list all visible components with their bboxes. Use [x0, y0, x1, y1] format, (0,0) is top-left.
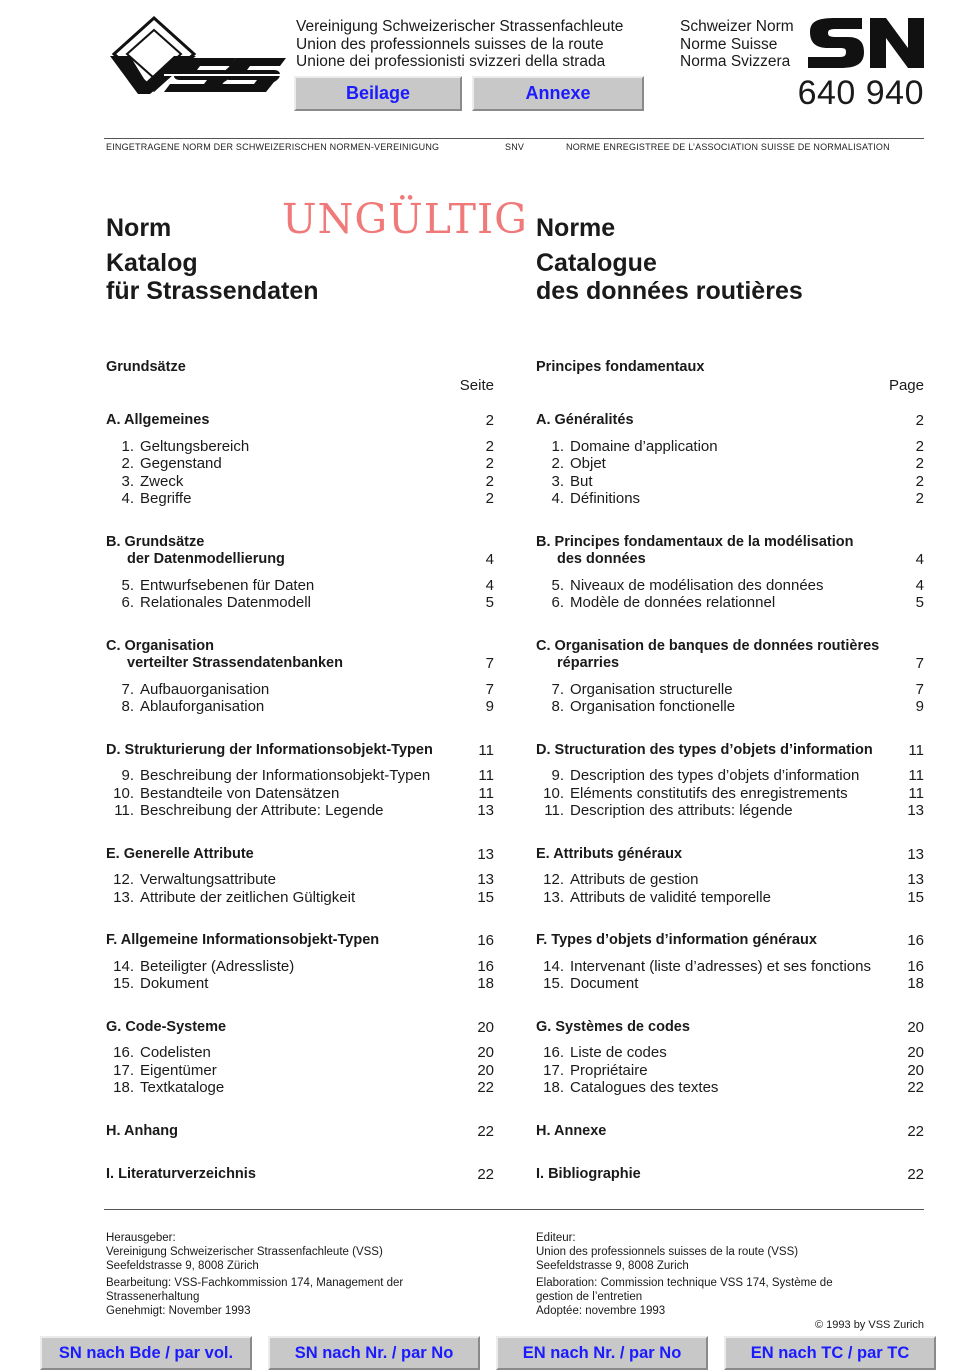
toc-entry-label: Description des types d’objets d’information — [570, 767, 860, 784]
publisher-label: Herausgeber: — [106, 1232, 176, 1244]
toc-page-number: 11 — [478, 741, 494, 759]
toc-entry-label: Ablauforganisation — [140, 698, 265, 715]
toc-entry-label: Intervenant (liste d’adresses) et ses fonctions — [570, 957, 871, 975]
toc-entry-label: Beschreibung der Attribute: Legende — [140, 802, 384, 819]
toc-entry-label: Attributs de gestion — [570, 871, 699, 888]
toc-page-number: 2 — [485, 412, 494, 429]
toc-entry-label: Propriétaire — [570, 1061, 648, 1079]
toc-page-number: 2 — [915, 412, 924, 429]
toc-section-title — [536, 1123, 924, 1141]
toc-page-number: 2 — [485, 490, 494, 507]
toc-entry — [536, 594, 924, 612]
toc-entry-label: Eléments constitutifs des enregistrements — [570, 784, 848, 802]
toc-entry — [106, 455, 494, 473]
toc-entry-number: 10. — [113, 784, 134, 802]
toc-entry-number: 9. — [551, 767, 564, 784]
toc-entry-label: Entwurfsebenen für Daten — [140, 576, 315, 594]
toc-entry-number: 3. — [551, 472, 564, 490]
toc-section — [106, 1166, 494, 1184]
toc-page-number: 11 — [478, 767, 494, 784]
toc-page-number: 20 — [907, 1044, 924, 1061]
toc-entry — [106, 594, 494, 612]
toc-entry-number: 8. — [121, 698, 134, 715]
toc-page-number: 20 — [477, 1018, 494, 1036]
toc-page-number: 13 — [907, 845, 924, 863]
toc-entry-label: Begriffe — [140, 490, 192, 507]
toc-entry-number: 16. — [543, 1044, 564, 1061]
toc-section — [106, 742, 494, 820]
toc-entry-label: Beschreibung der Informationsobjekt-Typen — [140, 767, 431, 784]
toc-entry-label: Verwaltungsattribute — [140, 871, 276, 888]
title-de — [106, 214, 319, 305]
association-name-it: Unione dei professionisti svizzeri della strada — [296, 53, 606, 70]
toc-entry-label: Textkataloge — [140, 1079, 225, 1096]
publisher-name: Union des professionnels suisses de la route (VSS) — [536, 1245, 799, 1258]
toc-entry-number: 17. — [543, 1061, 564, 1079]
title-de-norm: Norm — [106, 214, 172, 242]
toc-entry — [536, 958, 924, 976]
toc-entry — [106, 871, 494, 889]
toc-section-title — [536, 932, 924, 950]
registered-norm-de: EINGETRAGENE NORM DER SCHWEIZERISCHEN NORMEN-VEREINIGUNG — [106, 142, 440, 152]
norm-number: 640 940 — [797, 74, 924, 112]
toc-page-number: 11 — [908, 741, 924, 759]
toc-page-number: 4 — [915, 576, 924, 594]
toc-section — [106, 932, 494, 993]
toc-section-title — [106, 932, 494, 950]
toc-entry-label: Organisation structurelle — [570, 680, 733, 698]
toc-section-title — [106, 742, 494, 760]
toc-entry-label: Attributs de validité temporelle — [570, 888, 771, 906]
toc-entry — [106, 490, 494, 508]
toc-section-title-line: A. Allgemeines — [106, 412, 210, 428]
toc-page-number: 2 — [915, 472, 924, 490]
toc-section-title — [536, 742, 924, 760]
toc-page-number: 7 — [485, 680, 494, 698]
toc-page-number: 4 — [915, 551, 924, 568]
toc-entry — [536, 767, 924, 785]
toc-entry-number: 1. — [121, 437, 134, 455]
title-fr-line2: Catalogue — [536, 249, 657, 277]
toc-section-title-line: C. Organisation — [106, 637, 214, 654]
toc-entry-label: Zweck — [140, 472, 184, 490]
toc-section-title — [106, 412, 494, 430]
toc-section — [536, 742, 924, 820]
toc-section-title — [536, 1019, 924, 1037]
toc-page-number: 2 — [915, 437, 924, 455]
toc-section — [536, 932, 924, 993]
toc-section-title-line: réparries — [557, 655, 620, 671]
toc-entry-label: Eigentümer — [140, 1061, 217, 1079]
toc-page-number: 11 — [908, 767, 924, 784]
toc-section-title — [106, 638, 494, 673]
toc-entry-number: 3. — [121, 472, 134, 490]
toc-section-title-line: B. Principes fondamentaux de la modélisation — [536, 533, 854, 550]
toc-entry — [106, 1079, 494, 1097]
toc-page-number: 4 — [485, 551, 494, 568]
toc-section-title-line: E. Generelle Attribute — [106, 845, 254, 862]
toc-entry — [106, 1062, 494, 1080]
toc-section — [106, 534, 494, 612]
toc-page-number: 7 — [915, 655, 924, 672]
toc-entry-number: 10. — [543, 784, 564, 802]
toc-entry-label: Bestandteile von Datensätzen — [140, 784, 340, 802]
toc-section-title-line: D. Structuration des types d’objets d’information — [536, 741, 873, 758]
invalid-stamp: UNGÜLTIG — [282, 195, 528, 243]
toc-section — [106, 846, 494, 907]
toc-page-number: 22 — [477, 1079, 494, 1096]
toc-page-number: 2 — [485, 472, 494, 490]
toc-page-number: 13 — [477, 845, 494, 863]
toc-entry-label: Dokument — [140, 975, 209, 992]
norm-names — [680, 18, 794, 71]
toc-section — [536, 1019, 924, 1097]
nav-sn-by-volume[interactable]: SN nach Bde / par vol. — [40, 1336, 252, 1370]
title-de-line3: für Strassendaten — [106, 277, 319, 305]
registered-norm-fr: NORME ENREGISTREE DE L’ASSOCIATION SUISSE DE NORMALISATION — [566, 142, 890, 152]
toc-entry-number: 8. — [551, 698, 564, 715]
toc-section-title-line: C. Organisation de banques de données routières — [536, 637, 880, 654]
toc-entry-label: Codelisten — [140, 1044, 211, 1061]
toc-entry-number: 14. — [543, 957, 564, 975]
toc-entry-label: Objet — [570, 455, 606, 472]
toc-entry-number: 11. — [114, 802, 134, 819]
toc-page-number: 2 — [915, 490, 924, 507]
toc-entry — [536, 438, 924, 456]
toc-page-number: 9 — [915, 698, 924, 715]
toc-entry — [106, 681, 494, 699]
editing-note: Bearbeitung: VSS-Fachkommission 174, Management der Strassenerhaltung — [106, 1277, 404, 1304]
imprint-de — [106, 1232, 426, 1319]
toc-section-title — [536, 846, 924, 864]
toc-section-title-line: E. Attributs généraux — [536, 845, 683, 862]
toc-entry-number: 5. — [551, 576, 564, 594]
toc-page-number: 13 — [907, 871, 924, 888]
toc-entry — [106, 889, 494, 907]
toc-section-title — [106, 1123, 494, 1141]
toc-section — [106, 1123, 494, 1141]
toc-entry-number: 6. — [121, 594, 134, 611]
toc-page-number: 22 — [907, 1079, 924, 1096]
toc-section-title — [106, 846, 494, 864]
toc-section-title-line: verteilter Strassendatenbanken — [127, 655, 343, 671]
toc-entry-label: Beteiligter (Adressliste) — [140, 957, 295, 975]
toc-section — [536, 412, 924, 508]
toc-entry-label: Catalogues des textes — [570, 1079, 719, 1096]
association-names — [296, 18, 623, 71]
toc-entry-number: 13. — [543, 888, 564, 906]
title-fr — [536, 214, 803, 305]
toc-page-number: 15 — [477, 888, 494, 906]
toc-section-title-line: B. Grundsätze — [106, 533, 205, 550]
toc-page-number: 5 — [915, 594, 924, 611]
toc-entry — [536, 889, 924, 907]
toc-entry-number: 13. — [113, 888, 134, 906]
toc-entry — [536, 455, 924, 473]
toc-section-title-line: H. Annexe — [536, 1122, 607, 1139]
toc-entry-label: But — [570, 472, 593, 490]
snv-label: SNV — [505, 142, 525, 152]
toc-page-number: 22 — [477, 1122, 494, 1140]
toc-entry-number: 2. — [121, 455, 134, 472]
toc-page-number: 11 — [478, 784, 494, 802]
toc-section-title-line: I. Literaturverzeichnis — [106, 1166, 256, 1182]
toc-entry-number: 5. — [121, 576, 134, 594]
toc-entry-label: Description des attributs: légende — [570, 802, 793, 819]
toc-section-title-line: A. Généralités — [536, 412, 634, 428]
toc-section — [106, 1019, 494, 1097]
toc-entry-number: 18. — [543, 1079, 564, 1096]
toc-section-title-line: des données — [557, 551, 646, 567]
nav-en-by-tc[interactable]: EN nach TC / par TC — [724, 1336, 936, 1370]
toc-entry-number: 11. — [544, 802, 564, 819]
publisher-label: Editeur: — [536, 1232, 576, 1244]
annexe-button[interactable]: Annexe — [472, 76, 644, 111]
toc-page-number: 4 — [485, 576, 494, 594]
toc-section — [106, 412, 494, 508]
toc-entry — [536, 490, 924, 508]
toc-page-number: 15 — [907, 888, 924, 906]
norm-name-fr: Norme Suisse — [680, 35, 778, 53]
toc-heading: Grundsätze — [106, 359, 186, 375]
toc-entry — [536, 1044, 924, 1062]
page-column-label: Seite — [459, 377, 494, 394]
toc-german — [106, 358, 494, 1184]
nav-en-by-number[interactable]: EN nach Nr. / par No — [496, 1336, 708, 1370]
toc-entry — [106, 577, 494, 595]
toc-section-title — [106, 534, 494, 569]
toc-section-title-line: G. Code-Systeme — [106, 1018, 227, 1035]
toc-section-title — [536, 1166, 924, 1184]
toc-entry-label: Relationales Datenmodell — [140, 594, 311, 611]
toc-section — [536, 534, 924, 612]
nav-sn-by-number[interactable]: SN nach Nr. / par No — [268, 1336, 480, 1370]
toc-entry — [106, 698, 494, 716]
toc-entry-number: 12. — [113, 871, 134, 888]
toc-entry-label: Organisation fonctionelle — [570, 698, 736, 715]
toc-page-number: 13 — [907, 802, 924, 819]
toc-entry-label: Modèle de données relationnel — [570, 594, 776, 611]
toc-section — [106, 638, 494, 716]
toc-entry — [106, 958, 494, 976]
toc-section-title — [536, 534, 924, 569]
toc-heading: Principes fondamentaux — [536, 359, 705, 375]
toc-entry-number: 15. — [113, 975, 134, 992]
toc-entry — [536, 871, 924, 889]
toc-entry-label: Gegenstand — [140, 455, 222, 472]
approval-note: Genehmigt: November 1993 — [106, 1304, 251, 1317]
toc-entry — [536, 1079, 924, 1097]
toc-section-title-line: H. Anhang — [106, 1122, 178, 1139]
toc-page-number: 20 — [477, 1044, 494, 1061]
toc-entry-number: 2. — [551, 455, 564, 472]
toc-page-number: 2 — [485, 455, 494, 472]
publisher-address: Seefeldstrasse 9, 8008 Zurich — [536, 1259, 689, 1272]
toc-entry-number: 4. — [121, 490, 134, 507]
toc-entry-number: 14. — [113, 957, 134, 975]
publisher-address: Seefeldstrasse 9, 8008 Zürich — [106, 1259, 259, 1272]
toc-entry — [106, 767, 494, 785]
toc-page-number: 20 — [907, 1061, 924, 1079]
toc-entry — [536, 577, 924, 595]
toc-section-title — [106, 1019, 494, 1037]
toc-entry — [106, 1044, 494, 1062]
toc-entry-label: Attribute der zeitlichen Gültigkeit — [140, 888, 356, 906]
toc-entry-label: Geltungsbereich — [140, 437, 250, 455]
toc-entry-number: 17. — [113, 1061, 134, 1079]
toc-page-number: 16 — [907, 957, 924, 975]
toc-page-number: 5 — [485, 594, 494, 611]
toc-page-number: 13 — [477, 871, 494, 888]
publisher-name: Vereinigung Schweizerischer Strassenfachleute (VSS) — [106, 1245, 383, 1258]
norm-name-it: Norma Svizzera — [680, 53, 791, 70]
toc-entry-label: Aufbauorganisation — [140, 680, 270, 698]
toc-page-number: 16 — [477, 932, 494, 949]
toc-page-number: 18 — [477, 975, 494, 992]
toc-entry-number: 9. — [121, 767, 134, 784]
toc-french — [536, 358, 924, 1184]
editing-note: Elaboration: Commission technique VSS 174, Système de gestion de l’entretien — [536, 1277, 833, 1304]
toc-entry-label: Domaine d’application — [570, 437, 718, 455]
toc-entry-label: Niveaux de modélisation des données — [570, 576, 824, 594]
toc-section — [536, 638, 924, 716]
toc-section-title-line: I. Bibliographie — [536, 1166, 641, 1182]
toc-section-title-line: der Datenmodellierung — [127, 551, 285, 567]
toc-entry — [536, 975, 924, 993]
toc-page-number: 9 — [485, 698, 494, 715]
toc-page-number: 2 — [485, 437, 494, 455]
toc-entry-number: 7. — [551, 680, 564, 698]
approval-note: Adoptée: novembre 1993 — [536, 1304, 666, 1317]
toc-section — [536, 1166, 924, 1184]
toc-entry-number: 1. — [551, 437, 564, 455]
toc-entry-number: 18. — [113, 1079, 134, 1096]
vss-logo — [104, 16, 286, 94]
toc-entry-label: Liste de codes — [570, 1044, 667, 1061]
toc-entry — [106, 473, 494, 491]
toc-entry — [536, 785, 924, 803]
toc-entry — [106, 438, 494, 456]
toc-entry-number: 16. — [113, 1044, 134, 1061]
toc-entry — [106, 802, 494, 820]
toc-page-number: 16 — [477, 957, 494, 975]
association-name-fr: Union des professionnels suisses de la route — [296, 35, 604, 53]
toc-page-number: 20 — [907, 1018, 924, 1036]
page-column-label: Page — [888, 377, 924, 394]
toc-page-number: 13 — [477, 802, 494, 819]
toc-section — [536, 846, 924, 907]
beilage-button[interactable]: Beilage — [294, 76, 462, 111]
toc-entry-number: 15. — [543, 975, 564, 992]
toc-entry — [106, 975, 494, 993]
copyright: © 1993 by VSS Zurich — [815, 1319, 924, 1331]
toc-page-number: 7 — [915, 680, 924, 698]
toc-page-number: 2 — [915, 455, 924, 472]
imprint-fr — [536, 1232, 856, 1319]
norm-name-de: Schweizer Norm — [680, 18, 794, 35]
toc-entry — [536, 698, 924, 716]
toc-entry-number: 6. — [551, 594, 564, 611]
toc-section-title-line: F. Allgemeine Informationsobjekt-Typen — [106, 932, 380, 948]
toc-section-title — [536, 638, 924, 673]
toc-page-number: 11 — [908, 784, 924, 802]
toc-section-title-line: D. Strukturierung der Informationsobjekt-Typen — [106, 741, 433, 758]
toc-entry — [106, 785, 494, 803]
toc-entry-label: Document — [570, 975, 639, 992]
toc-page-number: 18 — [907, 975, 924, 992]
header-divider — [104, 138, 924, 139]
association-name-de: Vereinigung Schweizerischer Strassenfachleute — [296, 18, 624, 35]
toc-section-title — [536, 412, 924, 430]
toc-page-number: 20 — [477, 1061, 494, 1079]
toc-section-title-line: G. Systèmes de codes — [536, 1018, 690, 1035]
toc-entry-number: 12. — [543, 871, 564, 888]
toc-entry — [536, 473, 924, 491]
toc-page-number: 7 — [485, 655, 494, 672]
title-fr-line3: des données routières — [536, 277, 803, 305]
toc-page-number: 22 — [907, 1122, 924, 1140]
toc-entry-number: 4. — [551, 490, 564, 507]
toc-entry — [536, 681, 924, 699]
footer-divider — [104, 1209, 924, 1210]
toc-page-number: 22 — [477, 1166, 494, 1183]
title-fr-norme: Norme — [536, 214, 616, 242]
toc-entry — [536, 802, 924, 820]
toc-section — [536, 1123, 924, 1141]
toc-section-title — [106, 1166, 494, 1184]
toc-page-number: 16 — [907, 932, 924, 949]
toc-entry-number: 7. — [121, 680, 134, 698]
toc-entry — [536, 1062, 924, 1080]
toc-page-number: 22 — [907, 1166, 924, 1183]
toc-entry-label: Définitions — [570, 490, 641, 507]
toc-section-title-line: F. Types d’objets d’information généraux — [536, 932, 817, 948]
title-de-line2: Katalog — [106, 249, 198, 277]
sn-logo — [806, 18, 926, 68]
